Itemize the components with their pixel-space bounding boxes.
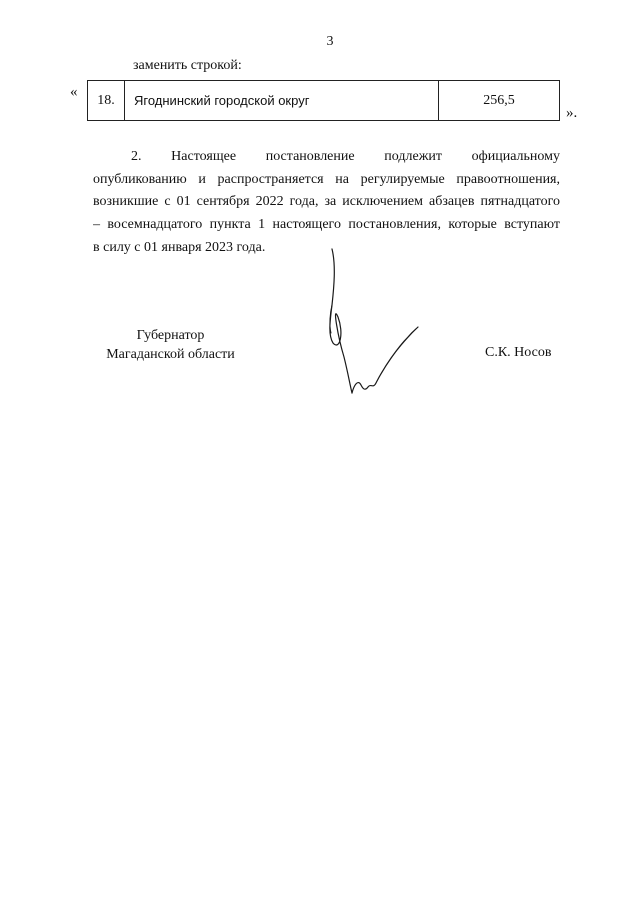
resolution-paragraph [93,146,560,260]
replacement-row-table [87,80,560,121]
paragraph-line: – восемнадцатого пункта 1 настоящего постановления, которые вступают [93,217,560,233]
row-number-cell: 18. [88,81,125,121]
paragraph-line: в силу с 01 января 2023 года. [93,239,266,255]
table-row [88,81,560,121]
signer-name: С.К. Носов [485,345,552,360]
open-quote-mark: « [70,84,78,100]
intro-text: заменить строкой: [133,58,242,73]
paragraph-line: 2. Настоящее постановление подлежит официальному [131,149,560,164]
close-quote-mark: ». [566,105,578,121]
handwritten-signature [318,247,422,397]
row-value-cell: 256,5 [439,81,560,121]
signer-title-line: Губернатор [136,328,205,343]
paragraph-line: возникшие с 01 сентября 2022 года, за исключением абзацев пятнадцатого [93,194,560,210]
row-name-cell: Ягоднинский городской округ [125,81,439,121]
signer-title [98,326,243,364]
signer-title-line: Магаданской области [106,347,235,362]
paragraph-line: опубликованию и распространяется на регулируемые правоотношения, [93,171,560,187]
page-number: 3 [326,34,334,49]
